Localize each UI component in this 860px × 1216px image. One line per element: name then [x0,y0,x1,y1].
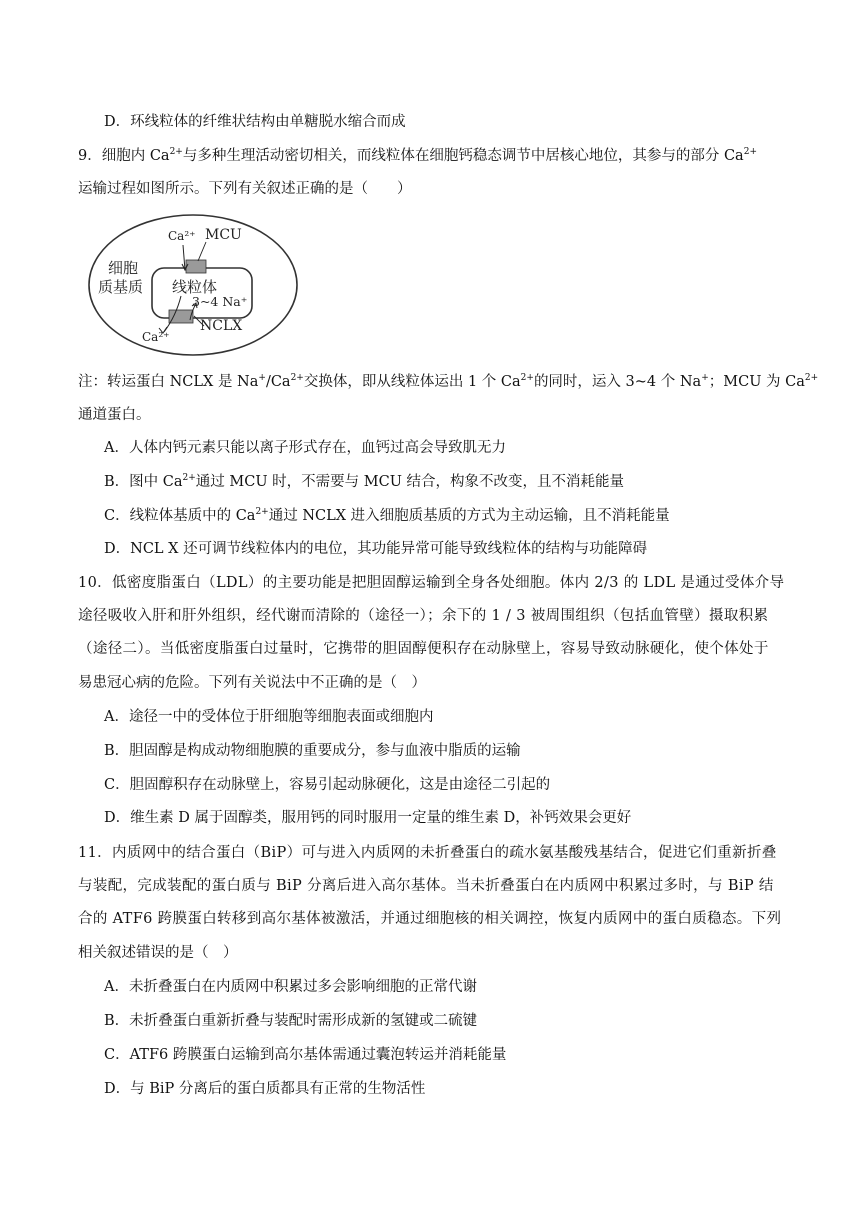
ca-top-label: Ca²⁺ [168,229,196,243]
q9-option-a: A．人体内钙元素只能以离子形式存在，血钙过高会导致肌无力 [104,440,506,456]
q8-option-d: D．环线粒体的纤维状结构由单糖脱水缩合而成 [104,114,406,130]
mitochondria-calcium-diagram [86,212,300,358]
option-text: B．图中 Ca [104,474,183,490]
q10-option-a: A．途径一中的受体位于肝细胞等细胞表面或细胞内 [104,709,434,725]
q9-note-line-2: 通道蛋白。 [78,407,151,423]
q11-stem-line-1: 11．内质网中的结合蛋白（BiP）可与进入内质网的未折叠蛋白的疏水氨基酸残基结合，促进它们重新折叠 [78,845,777,861]
sodium-label: 3~4 Na⁺ [192,294,248,309]
mcu-leader-line [198,242,206,261]
q11-option-c: C．ATF6 跨膜蛋白运输到高尔基体需通过囊泡转运并消耗能量 [104,1047,507,1063]
superscript: + [258,373,266,384]
cytoplasm-label-1: 细胞 [108,259,139,277]
mcu-channel [186,260,206,273]
superscript: 2+ [290,373,304,384]
superscript: 2+ [182,473,196,484]
note-text: ；MCU 为 Ca [708,374,805,390]
q10-stem-line-3: （途径二）。当低密度脂蛋白过量时，它携带的胆固醇便积存在动脉壁上，容易导致动脉硬化，使个体处于 [78,641,769,657]
q9-note-line-1 [78,372,818,392]
q9-stem-line-2: 运输过程如图所示。下列有关叙述正确的是（ ） [78,181,412,197]
mcu-label: MCU [205,227,242,243]
q11-stem-line-2: 与装配，完成装配的蛋白质与 BiP 分离后进入高尔基体。当未折叠蛋白在内质网中积累过多时，与 BiP 结 [78,878,774,894]
superscript: 2+ [520,373,534,384]
option-text: 通过 MCU 时，不需要与 MCU 结合，构象不改变，且不消耗能量 [195,474,625,490]
q11-stem-line-3: 合的 ATF6 跨膜蛋白转移到高尔基体被激活，并通过细胞核的相关调控，恢复内质网中的蛋白质稳态。下列 [78,911,782,927]
q9-stem-line-1 [78,146,757,166]
superscript: 2+ [169,147,183,158]
q10-stem-line-1: 10．低密度脂蛋白（LDL）的主要功能是把胆固醇运输到全身各处细胞。体内 2/3 的 LDL 是通过受体介导 [78,575,785,591]
nclx-label: NCLX [200,318,243,334]
q11-stem-line-4: 相关叙述错误的是（ ） [78,945,238,961]
ca-bottom-label: Ca²⁺ [142,330,170,344]
option-text: 通过 NCLX 进入细胞质基质的方式为主动运输，且不消耗能量 [268,508,670,524]
superscript: 2+ [743,147,757,158]
cytoplasm-label-2: 质基质 [98,278,144,296]
q10-option-d: D．维生素 D 属于固醇类，服用钙的同时服用一定量的维生素 D，补钙效果会更好 [104,810,632,826]
mitochondrion-label: 线粒体 [172,278,218,296]
q10-stem-line-4: 易患冠心病的危险。下列有关说法中不正确的是（ ） [78,675,426,691]
q11-option-b: B．未折叠蛋白重新折叠与装配时需形成新的氢键或二硫键 [104,1013,478,1029]
option-text: C．线粒体基质中的 Ca [104,508,256,524]
q11-option-d: D．与 BiP 分离后的蛋白质都具有正常的生物活性 [104,1081,426,1097]
q10-option-b: B．胆固醇是构成动物细胞膜的重要成分，参与血液中脂质的运输 [104,743,521,759]
note-text: /Ca [265,374,291,390]
q11-option-a: A．未折叠蛋白在内质网中积累过多会影响细胞的正常代谢 [104,979,477,995]
superscript: 2+ [255,507,269,518]
q10-stem-line-2: 途径吸收入肝和肝外组织，经代谢而清除的（途径一）；余下的 1 / 3 被周围组织（包括血管壁）摄取积累 [78,608,769,624]
note-text: 交换体，即从线粒体运出 1 个 Ca [303,374,521,390]
note-text: 的同时，运入 3~4 个 Na [533,374,702,390]
nclx-exchanger [169,310,193,323]
superscript: + [701,373,709,384]
q9-stem-text-1a: 9．细胞内 Ca [78,148,170,164]
q10-option-c: C．胆固醇积存在动脉壁上，容易引起动脉硬化，这是由途径二引起的 [104,777,551,793]
q9-stem-text-1b: 与多种生理活动密切相关，而线粒体在细胞钙稳态调节中居核心地位，其参与的部分 Ca [182,148,744,164]
q9-option-c [104,506,670,526]
note-text: 注：转运蛋白 NCLX 是 Na [78,374,259,390]
superscript: 2+ [804,373,819,384]
q9-option-b [104,472,624,492]
q9-option-d: D．NCL X 还可调节线粒体内的电位，其功能异常可能导致线粒体的结构与功能障碍 [104,541,648,557]
